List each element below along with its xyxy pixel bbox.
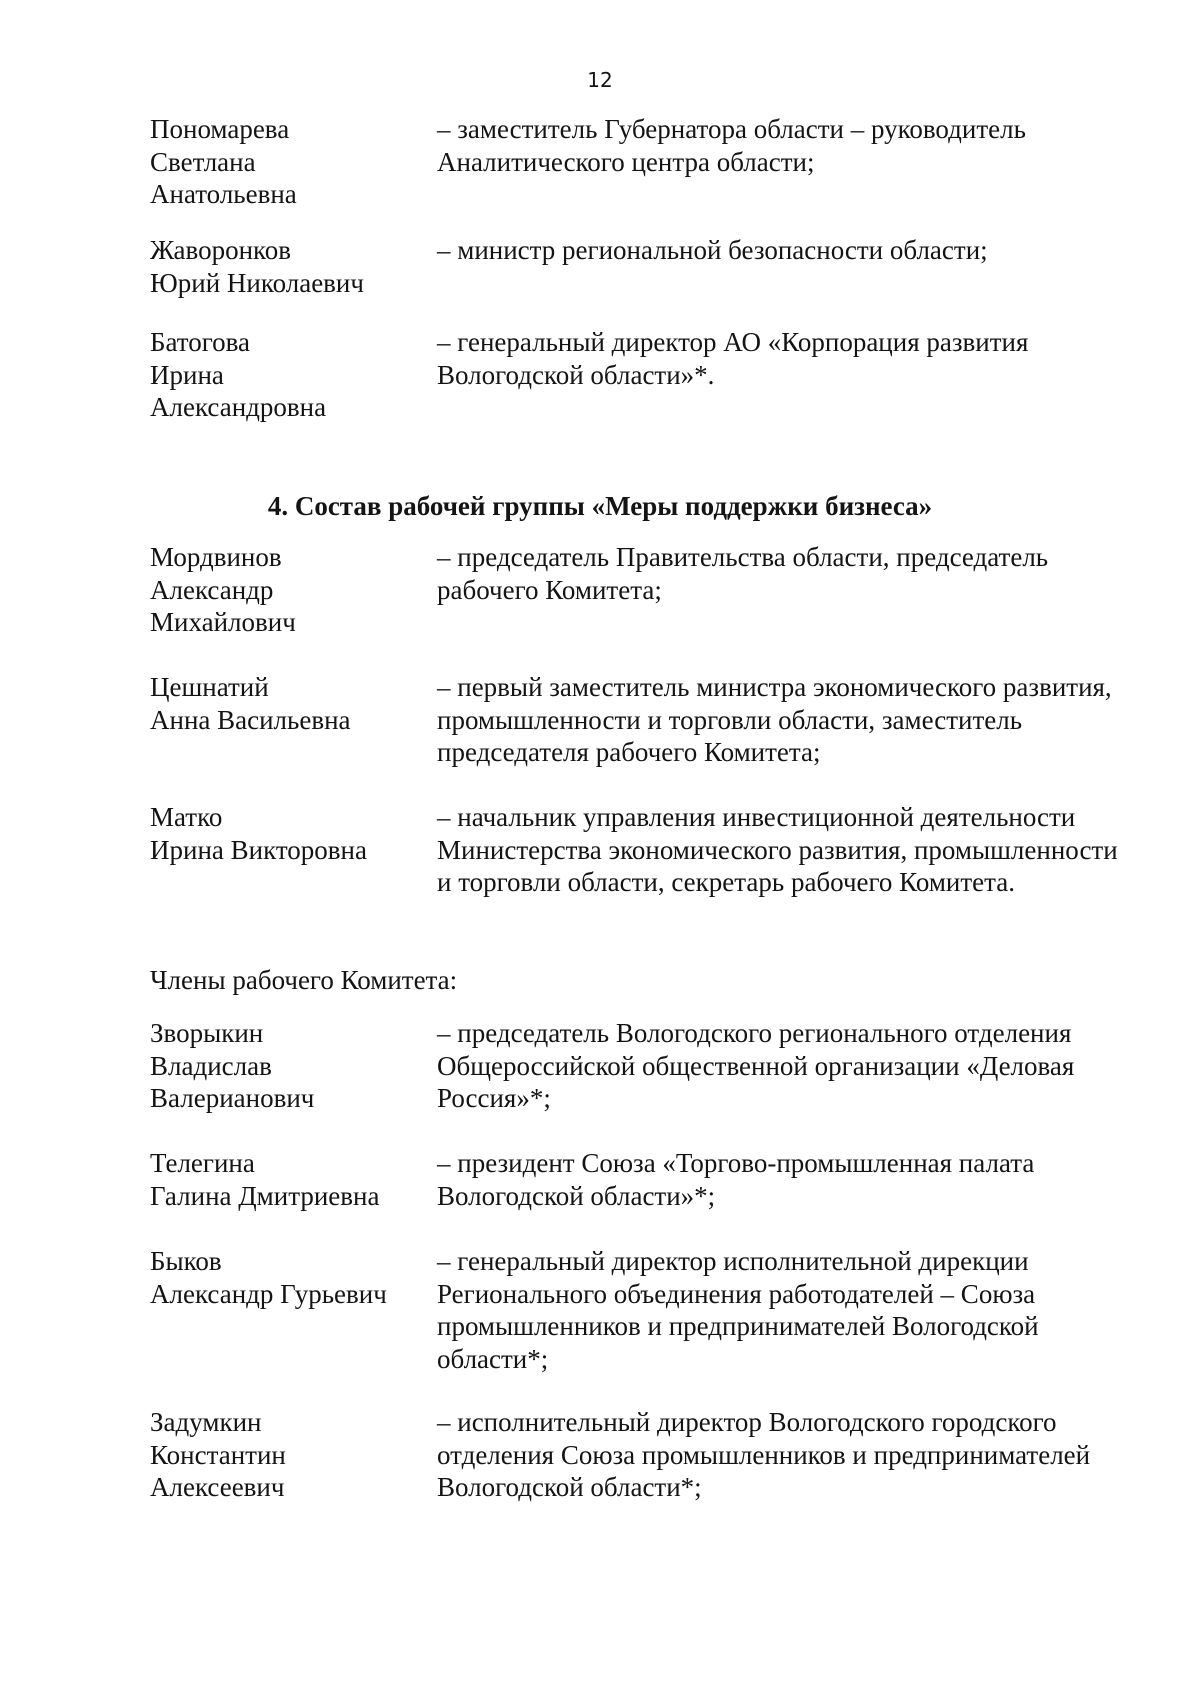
person-name: Зворыкин Владислав Валерианович	[150, 1018, 315, 1113]
person-role: – заместитель Губернатора области – руководитель Аналитического центра области;	[437, 114, 1026, 177]
person-role: – первый заместитель министра экономического развития, промышленности и торговли области, заместитель председателя рабочего Комитета;	[437, 672, 1112, 767]
entry-list-top	[150, 234, 1120, 299]
list-item	[150, 801, 1120, 899]
person-name: Жаворонков Юрий Николаевич	[150, 235, 364, 298]
person-name: Задумкин Константин Алексеевич	[150, 1407, 286, 1502]
list-item	[150, 1245, 1120, 1375]
list-item	[150, 671, 1120, 769]
person-role: – президент Союза «Торгово-промышленная палата Вологодской области»*;	[437, 1148, 1035, 1211]
leader-entry	[150, 801, 1120, 899]
person-name: Батогова Ирина Александровна	[150, 327, 327, 422]
entry-list-top	[150, 113, 1120, 211]
member-entry	[150, 1017, 1120, 1115]
page-number: 12	[587, 68, 613, 92]
person-role: – генеральный директор АО «Корпорация развития Вологодской области»*.	[437, 327, 1029, 390]
members-label: Члены рабочего Комитета:	[150, 965, 458, 995]
leader-entry	[150, 541, 1120, 639]
member-entry	[150, 1147, 1120, 1212]
list-item	[150, 326, 1120, 424]
member-entry	[150, 1406, 1120, 1504]
person-role: – председатель Правительства области, председатель рабочего Комитета;	[437, 542, 1049, 605]
person-name: Телегина Галина Дмитриевна	[150, 1148, 380, 1211]
leader-entry	[150, 671, 1120, 769]
person-name: Цешнатий Анна Васильевна	[150, 672, 351, 735]
list-item	[150, 1406, 1120, 1504]
person-role: – начальник управления инвестиционной деятельности Министерства экономического развития, промышленности и торговли области, секретарь рабочего Комитета.	[437, 802, 1118, 897]
member-entry	[150, 1245, 1120, 1375]
person-name: Быков Александр Гурьевич	[150, 1246, 387, 1309]
person-name: Матко Ирина Викторовна	[150, 802, 367, 865]
person-role: – генеральный директор исполнительной дирекции Регионального объединения работодателей – Союза промышленников и предпринимателей Вологодской области*;	[437, 1246, 1039, 1374]
list-item	[150, 541, 1120, 639]
section-heading: 4. Состав рабочей группы «Меры поддержки бизнеса»	[267, 491, 933, 521]
person-role: – исполнительный директор Вологодского городского отделения Союза промышленников и предпринимателей Вологодской области*;	[437, 1407, 1091, 1502]
list-item	[150, 1017, 1120, 1115]
person-role: – председатель Вологодского регионального отделения Общероссийской общественной организации «Деловая Россия»*;	[437, 1018, 1075, 1113]
list-item	[150, 1147, 1120, 1212]
entry-list-top	[150, 326, 1120, 424]
person-name: Мордвинов Александр Михайлович	[150, 542, 296, 637]
person-name: Пономарева Светлана Анатольевна	[150, 114, 297, 209]
person-role: – министр региональной безопасности области;	[437, 235, 988, 265]
list-item	[150, 234, 1120, 299]
list-item	[150, 113, 1120, 211]
